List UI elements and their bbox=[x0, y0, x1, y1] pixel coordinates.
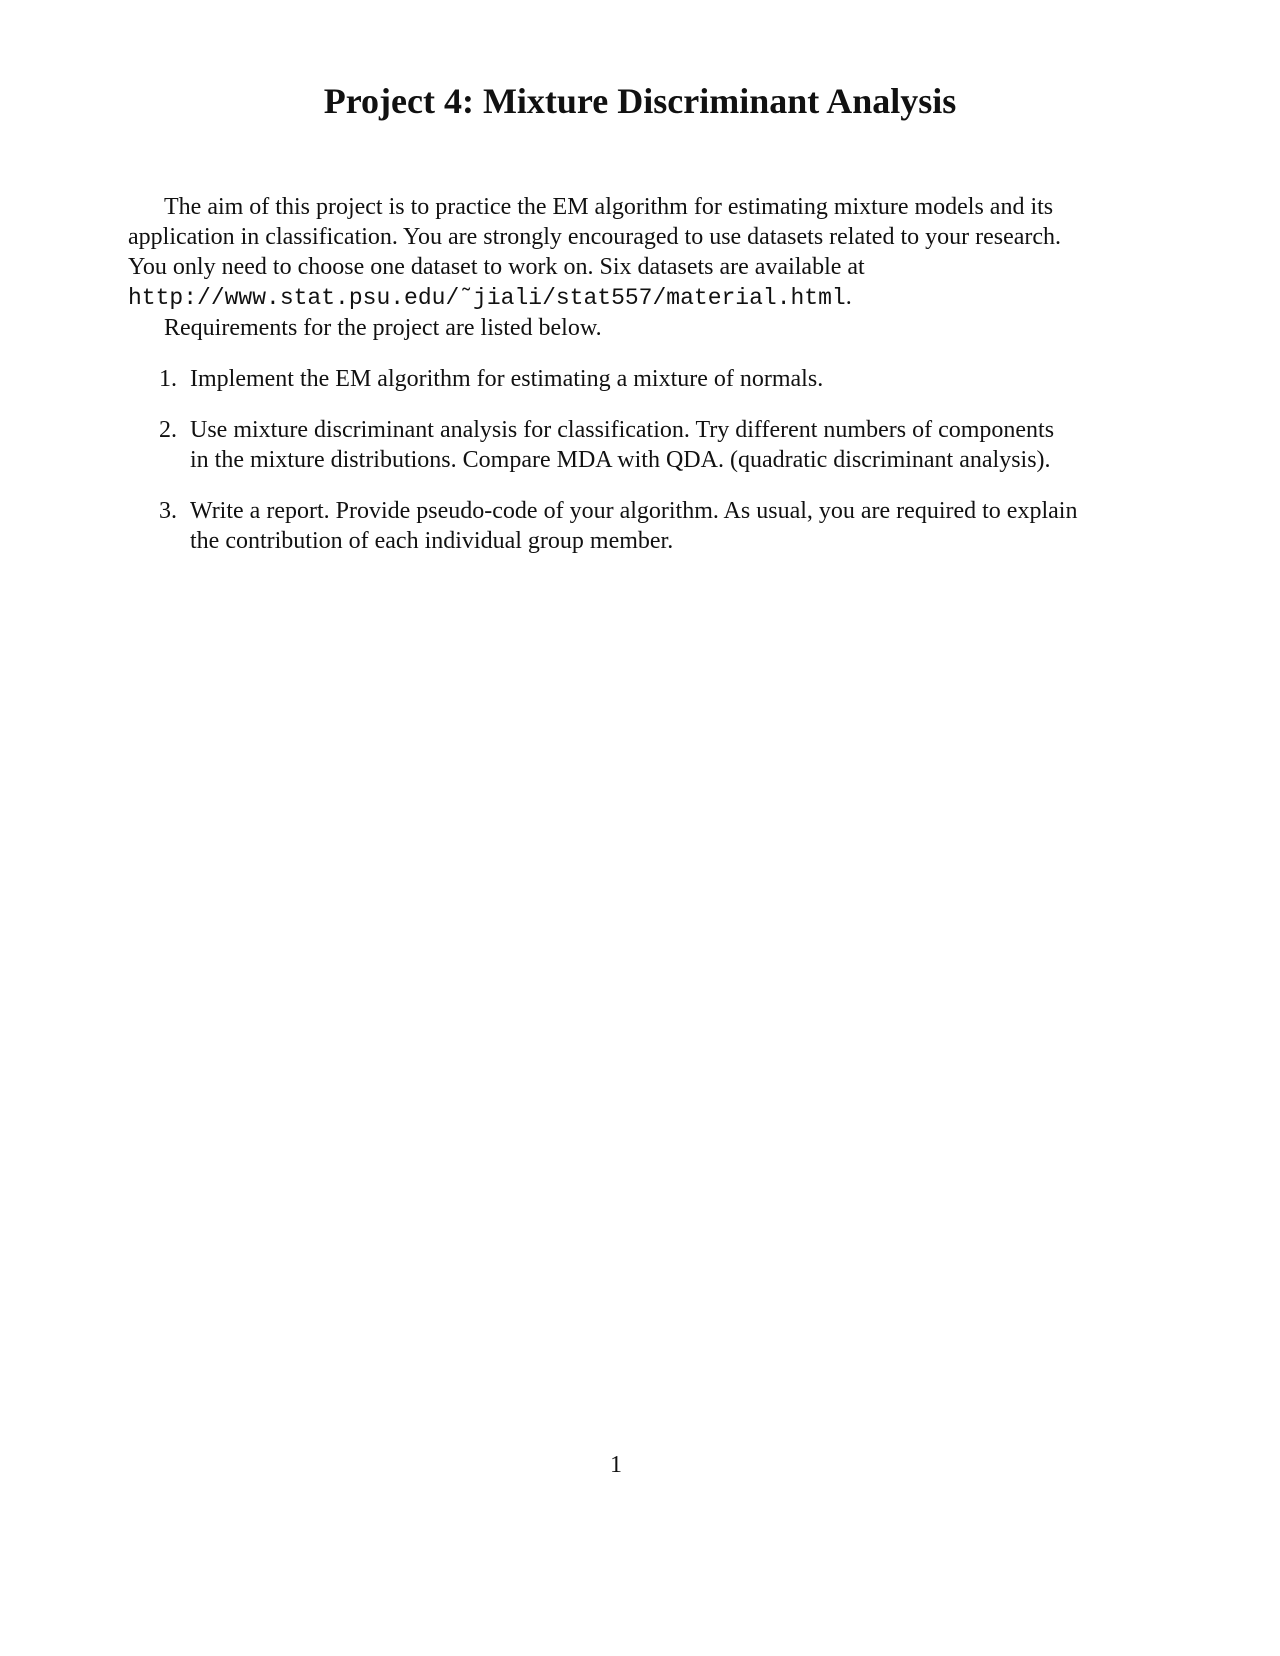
url-line bbox=[128, 282, 1128, 313]
requirements-intro: Requirements for the project are listed below. bbox=[164, 315, 602, 341]
page-title: Project 4: Mixture Discriminant Analysis bbox=[323, 81, 957, 121]
list-item-text: Write a report. Provide pseudo-code of your algorithm. As usual, you are required to explain bbox=[190, 498, 1078, 524]
list-item-text: the contribution of each individual group member. bbox=[190, 528, 674, 554]
list-item-number: 1. bbox=[159, 366, 177, 392]
list-item bbox=[128, 496, 1128, 556]
intro-line: The aim of this project is to practice the EM algorithm for estimating mixture models and its bbox=[164, 194, 1054, 220]
intro-line: application in classification. You are strongly encouraged to use datasets related to your research. bbox=[128, 224, 1062, 250]
url-period: . bbox=[845, 284, 852, 310]
dataset-url-link[interactable]: http://www.stat.psu.edu/˜jiali/stat557/material.html bbox=[128, 285, 846, 311]
intro-line: You only need to choose one dataset to work on. Six datasets are available at bbox=[128, 254, 865, 280]
list-item bbox=[128, 364, 1128, 394]
list-item-text: in the mixture distributions. Compare MDA with QDA. (quadratic discriminant analysis). bbox=[190, 447, 1051, 473]
list-item-text: Use mixture discriminant analysis for classification. Try different numbers of components bbox=[190, 417, 1055, 443]
list-item bbox=[128, 415, 1128, 475]
requirements-list bbox=[128, 364, 1128, 556]
page-number: 1 bbox=[610, 1452, 622, 1478]
intro-paragraph bbox=[128, 192, 1128, 343]
list-item-text: Implement the EM algorithm for estimating a mixture of normals. bbox=[190, 366, 824, 392]
list-item-number: 2. bbox=[159, 417, 177, 443]
list-item-number: 3. bbox=[159, 498, 177, 524]
document-body bbox=[128, 192, 1128, 577]
